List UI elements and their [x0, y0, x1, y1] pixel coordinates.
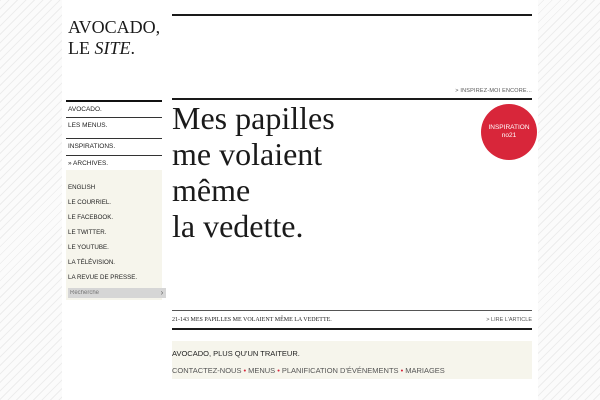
- footer-link-menus[interactable]: MENUS: [248, 366, 276, 375]
- article-caption: 21-143 MES PAPILLES ME VOLAIENT MÊME LA VEDETTE.: [172, 317, 332, 323]
- site-title-suffix: .: [130, 38, 135, 58]
- nav-item-archives[interactable]: » ARCHIVES.: [66, 155, 162, 172]
- site-title[interactable]: [68, 17, 168, 59]
- headline-line: même: [172, 172, 251, 208]
- badge-label: INSPIRATION: [488, 124, 530, 131]
- side-link-twitter[interactable]: LE TWITTER.: [68, 229, 107, 236]
- side-link-television[interactable]: LA TÉLÉVISION.: [68, 259, 116, 266]
- page-container: [62, 0, 538, 400]
- side-link-facebook[interactable]: LE FACEBOOK.: [68, 214, 114, 221]
- site-title-italic: SITE: [94, 38, 131, 58]
- badge-number: no21: [501, 132, 517, 139]
- read-article-link[interactable]: > LIRE L'ARTICLE: [486, 317, 532, 323]
- footer-link-planification[interactable]: PLANIFICATION D'ÉVÉNEMENTS: [281, 366, 399, 375]
- nav-item-menus[interactable]: LES MENUS.: [66, 117, 162, 134]
- headline-line: me volaient: [172, 136, 323, 172]
- side-link-revue-de-presse[interactable]: LA REVUE DE PRESSE.: [68, 274, 138, 281]
- site-title-line2: [68, 38, 168, 59]
- bullet-icon: •: [243, 366, 247, 375]
- caption-top-rule: [172, 310, 532, 311]
- site-title-prefix: LE: [68, 38, 95, 58]
- headline-line: Mes papilles: [172, 100, 335, 136]
- footer-title: AVOCADO, PLUS QU'UN TRAITEUR.: [172, 349, 300, 358]
- top-rule: [172, 14, 532, 16]
- footer-link-mariages[interactable]: MARIAGES: [405, 366, 445, 375]
- bullet-icon: •: [277, 366, 280, 375]
- site-title-line1: AVOCADO,: [68, 17, 161, 37]
- nav-item-avocado[interactable]: AVOCADO.: [66, 100, 162, 117]
- search-input[interactable]: [68, 288, 166, 298]
- nav-item-inspirations[interactable]: INSPIRATIONS.: [66, 138, 162, 155]
- side-link-youtube[interactable]: LE YOUTUBE.: [68, 244, 109, 251]
- bullet-icon: •: [400, 366, 404, 375]
- side-link-english[interactable]: ENGLISH: [68, 184, 96, 191]
- caption-bottom-rule: [172, 328, 532, 330]
- article-headline[interactable]: [172, 100, 482, 244]
- headline-line: la vedette.: [172, 208, 304, 244]
- inspirez-link[interactable]: > INSPIREZ-MOI ENCORE...: [455, 88, 532, 94]
- footer-links: [172, 366, 445, 375]
- footer-link-contact[interactable]: CONTACTEZ-NOUS: [172, 366, 242, 375]
- search-arrow-icon[interactable]: ›: [160, 288, 164, 297]
- main-nav: [66, 100, 162, 172]
- inspiration-badge[interactable]: [481, 104, 537, 160]
- side-link-courriel[interactable]: LE COURRIEL.: [68, 199, 111, 206]
- footer-panel: [172, 341, 532, 379]
- side-links-panel: [66, 170, 162, 300]
